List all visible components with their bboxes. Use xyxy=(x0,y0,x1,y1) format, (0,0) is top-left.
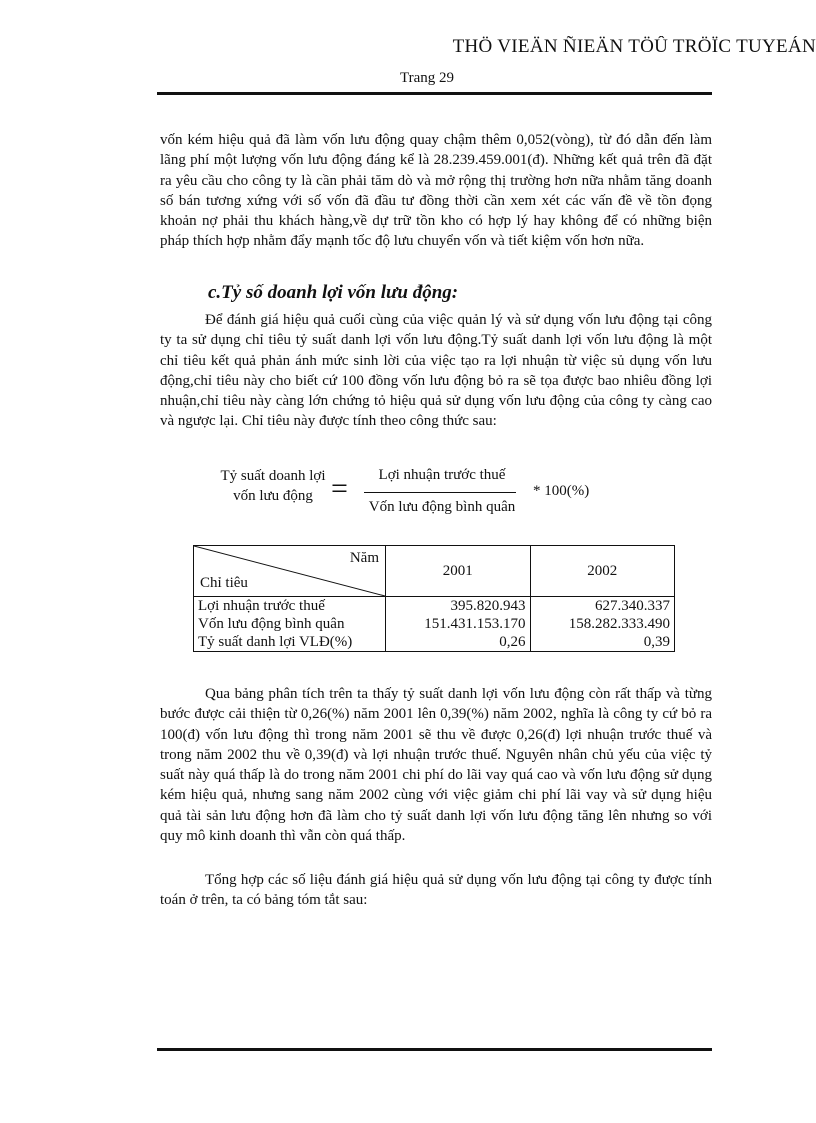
formula-lhs xyxy=(194,466,352,506)
header-divider xyxy=(157,92,712,95)
section-heading: c.Tỷ số doanh lợi vốn lưu động: xyxy=(208,282,459,303)
corner-item-label: Chỉ tiêu xyxy=(200,575,248,591)
formula-lhs-line1: Tỷ suất doanh lợi xyxy=(220,468,326,484)
cell-value-2002: 627.340.337 xyxy=(530,597,675,616)
column-header-2002: 2002 xyxy=(530,546,675,597)
cell-value-2002: 158.282.333.490 xyxy=(530,615,675,633)
page-number: Trang 29 xyxy=(400,70,455,86)
paragraph-tong-hop: Tổng hợp các số liệu đánh giá hiệu quả sử dụng vốn lưu động tại công ty được tính toán ở trên, ta có bảng tóm tắt sau: xyxy=(160,872,712,909)
table-corner-cell xyxy=(194,546,386,597)
formula-fraction-bar xyxy=(364,492,516,493)
row-label: Vốn lưu động bình quân xyxy=(194,615,386,633)
corner-year-label: Năm xyxy=(349,550,379,566)
paragraph-qua-bang-phan-tich: Qua bảng phân tích trên ta thấy tỷ suất danh lợi vốn lưu động còn rất thấp và từng bước được cải thiện từ 0,26(%) năm 2001 lên 0,39(%) năm 2002, nghĩa là công ty cứ bỏ ra 100(đ) vốn lưu động thì trong năm 2001 sẽ thu về được 0,26(đ) lợi nhuận trước thuế và trong năm 2002 thu về 0,39(đ) và lợi nhuận trước thuế. Nguyên nhân chủ yếu của việc tỷ suất này quá thấp là do trong năm 2001 chi phí do lãi vay quá cao và vốn lưu động sử dụng kém hiệu quả, nhưng sang năm 2002 cùng với việc giảm chi phí lãi vay và sử dụng hiệu quả tài sản lưu động hơn đã làm cho tỷ suất danh lợi vốn lưu động tăng lên nhưng so với quy mô kinh doanh thì vẫn còn quá thấp. xyxy=(160,686,712,845)
footer-divider xyxy=(157,1048,712,1051)
table-row xyxy=(194,597,675,616)
table-row xyxy=(194,615,675,633)
paragraph-danh-gia-hieu-qua: Để đánh giá hiệu quả cuối cùng của việc quản lý và sử dụng vốn lưu động tại công ty ta sử dụng chỉ tiêu tỷ suất danh lợi vốn lưu động.Tỷ suất danh lợi vốn lưu động là một chỉ tiêu kết quả phản ánh mức sinh lời của việc tạo ra lợi nhuận từ việc sủ dụng vốn lưu động,chỉ tiêu này cho biết cứ 100 đồng vốn lưu động bỏ ra sẽ tọa được bao nhiêu đồng lợi nhuận,chỉ tiêu này càng lớn chứng tỏ hiệu quả sử dụng vốn lưu động của công ty càng cao và ngược lại. Chỉ tiêu này được tính theo công thức sau: xyxy=(160,312,712,430)
cell-value-2002: 0,39 xyxy=(530,633,675,652)
column-header-2001: 2001 xyxy=(386,546,531,597)
table-row xyxy=(194,633,675,652)
formula-numerator: Lợi nhuận trước thuế xyxy=(378,467,506,483)
formula-multiplier: * 100(%) xyxy=(533,483,590,499)
formula-lhs-line2: vốn lưu động xyxy=(233,488,313,504)
cell-value-2001: 395.820.943 xyxy=(386,597,531,616)
formula-equals-sign: = xyxy=(331,472,348,505)
profitability-table xyxy=(193,545,675,652)
paragraph-von-kem-hieu-qua: vốn kém hiệu quả đã làm vốn lưu động quay chậm thêm 0,052(vòng), từ đó dẫn đến làm lãng phí một lượng vốn lưu động đáng kể là 28.239.459.001(đ). Những kết quả trên đã đặt ra yêu cầu cho công ty là cần phải tăm dò và mở rộng thị trường hơn nữa nhằm tăng doanh số bán tương xứng với số vốn đã đầu tư đồng thời cần xem xét các vấn đề về tồn đọng khoản nợ phải thu khách hàng,về dự trữ tồn kho có hợp lý hay không để có những biện pháp thích hợp nhằm đẩy mạnh tốc độ lưu chuyển vốn và tiết kiệm vốn hơn nữa. xyxy=(160,132,712,250)
row-label: Lợi nhuận trước thuế xyxy=(194,597,386,616)
document-header-title: THÖ VIEÄN ÑIEÄN TÖÛ TRÖÏC TUYEÁN xyxy=(452,36,816,57)
cell-value-2001: 151.431.153.170 xyxy=(386,615,531,633)
formula-denominator: Vốn lưu động bình quân xyxy=(368,499,516,515)
cell-value-2001: 0,26 xyxy=(386,633,531,652)
table-header-row xyxy=(194,546,675,597)
row-label: Tỷ suất danh lợi VLĐ(%) xyxy=(194,633,386,652)
